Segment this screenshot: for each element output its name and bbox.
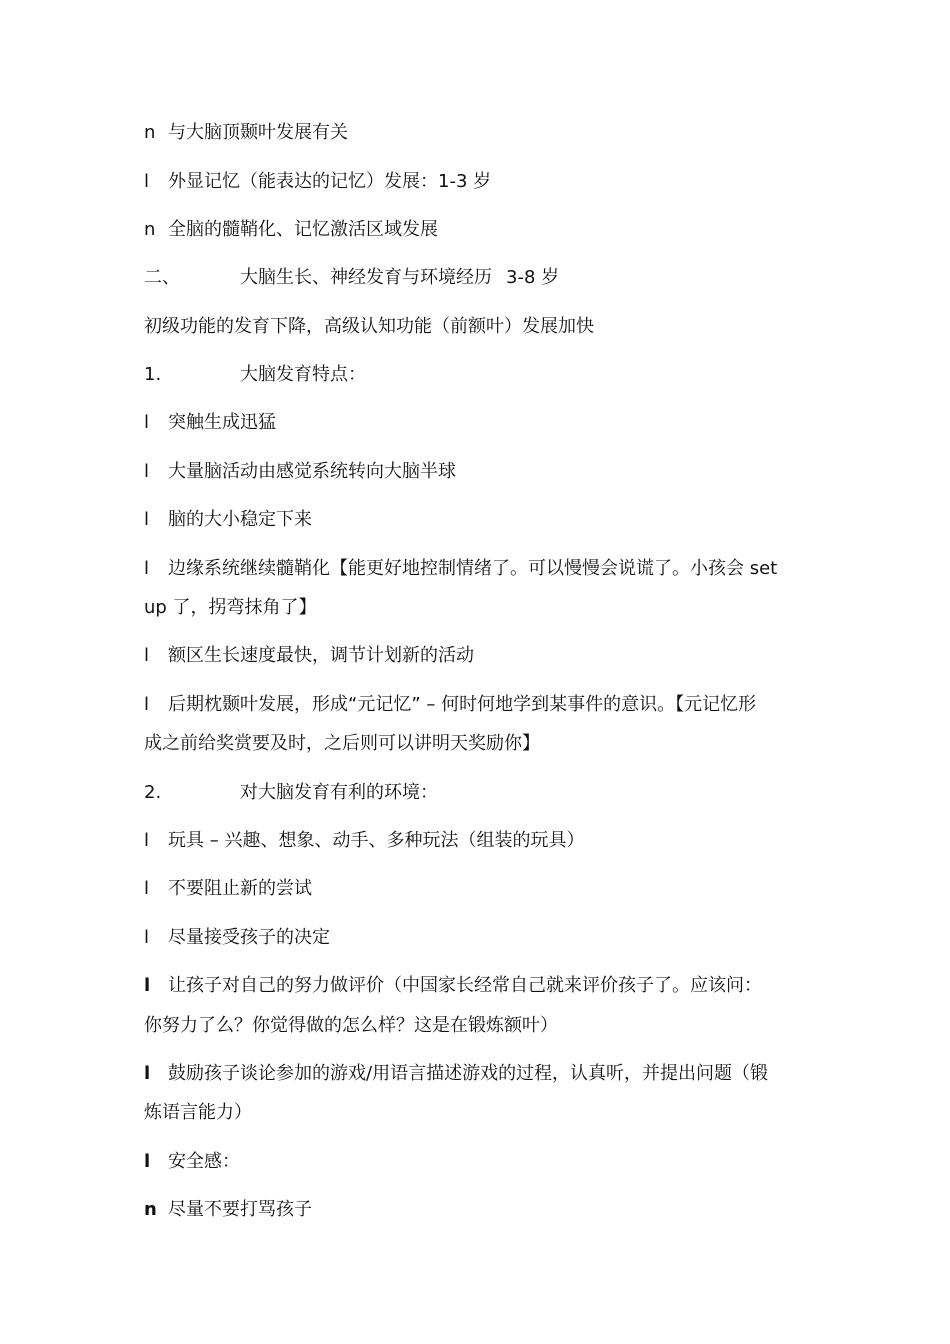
line-text: 安全感： [168,1151,240,1172]
subsection-heading [144,782,824,804]
bullet-marker: n [144,122,156,143]
bullet-line [144,927,824,949]
line-text: 尽量不要打骂孩子 [168,1199,312,1220]
bullet-marker: l [144,412,150,433]
bullet-marker: n [144,1199,157,1220]
bullet-line [144,558,824,580]
section-heading [144,267,824,289]
line-text: 大量脑活动由感觉系统转向大脑半球 [168,461,456,482]
heading-text: 大脑发育特点： [240,364,366,385]
paragraph-line [144,316,824,338]
bullet-line [144,878,824,900]
line-text: 炼语言能力） [144,1102,252,1123]
line-text: 你努力了么？你觉得做的怎么样？这是在锻炼额叶） [144,1015,558,1036]
line-text: 外显记忆（能表达的记忆）发展：1-3 岁 [168,171,492,192]
subsection-heading [144,364,824,386]
bullet-marker: l [144,830,150,851]
bullet-line [144,1063,824,1085]
line-text: 脑的大小稳定下来 [168,509,312,530]
line-text: 玩具 – 兴趣、想象、动手、多种玩法（组装的玩具） [168,830,585,851]
bullet-marker: l [144,461,150,482]
heading-tail: 3-8 岁 [506,267,560,288]
line-text: 额区生长速度最快，调节计划新的活动 [168,645,474,666]
line-text: 鼓励孩子谈论参加的游戏/用语言描述游戏的过程，认真听，并提出问题（锻 [168,1063,769,1084]
line-text: 与大脑顶颞叶发展有关 [168,122,348,143]
heading-text: 对大脑发育有利的环境： [240,782,438,803]
bullet-line [144,830,824,852]
bullet-line [144,122,824,144]
bullet-continuation [144,1015,824,1037]
line-text: 尽量接受孩子的决定 [168,927,330,948]
bullet-marker: l [144,171,150,192]
bullet-line [144,1151,824,1173]
section-number: 二、 [144,267,180,288]
line-text: 不要阻止新的尝试 [168,878,312,899]
bullet-line [144,219,824,241]
bullet-line [144,1199,824,1221]
bullet-marker: l [144,509,150,530]
bullet-marker: n [144,219,156,240]
bullet-line [144,975,824,997]
bullet-marker: l [144,694,150,715]
bullet-line [144,509,824,531]
bullet-marker: l [144,927,150,948]
bullet-marker: l [144,558,150,579]
subsection-number: 1. [144,364,162,385]
line-text: 后期枕颞叶发展，形成“元记忆” – 何时何地学到某事件的意识。【元记忆形 [168,694,757,715]
bullet-marker: l [144,878,150,899]
bullet-line [144,645,824,667]
subsection-number: 2. [144,782,162,803]
bullet-continuation [144,1102,824,1124]
line-text: 初级功能的发育下降，高级认知功能（前额叶）发展加快 [144,316,594,337]
bullet-line [144,461,824,483]
bullet-marker: l [144,975,151,996]
bullet-line [144,171,824,193]
bullet-marker: l [144,645,150,666]
bullet-marker: l [144,1151,151,1172]
bullet-continuation [144,597,824,619]
bullet-line [144,694,824,716]
line-text: 让孩子对自己的努力做评价（中国家长经常自己就来评价孩子了。应该问： [168,975,762,996]
bullet-marker: l [144,1063,151,1084]
line-text: up 了，拐弯抹角了】 [144,597,317,618]
bullet-continuation [144,733,824,755]
line-text: 全脑的髓鞘化、记忆激活区域发展 [168,219,438,240]
line-text: 成之前给奖赏要及时，之后则可以讲明天奖励你】 [144,733,540,754]
heading-text: 大脑生长、神经发育与环境经历 [240,267,492,288]
line-text: 边缘系统继续髓鞘化【能更好地控制情绪了。可以慢慢会说谎了。小孩会 set [168,558,778,579]
line-text: 突触生成迅猛 [168,412,276,433]
bullet-line [144,412,824,434]
